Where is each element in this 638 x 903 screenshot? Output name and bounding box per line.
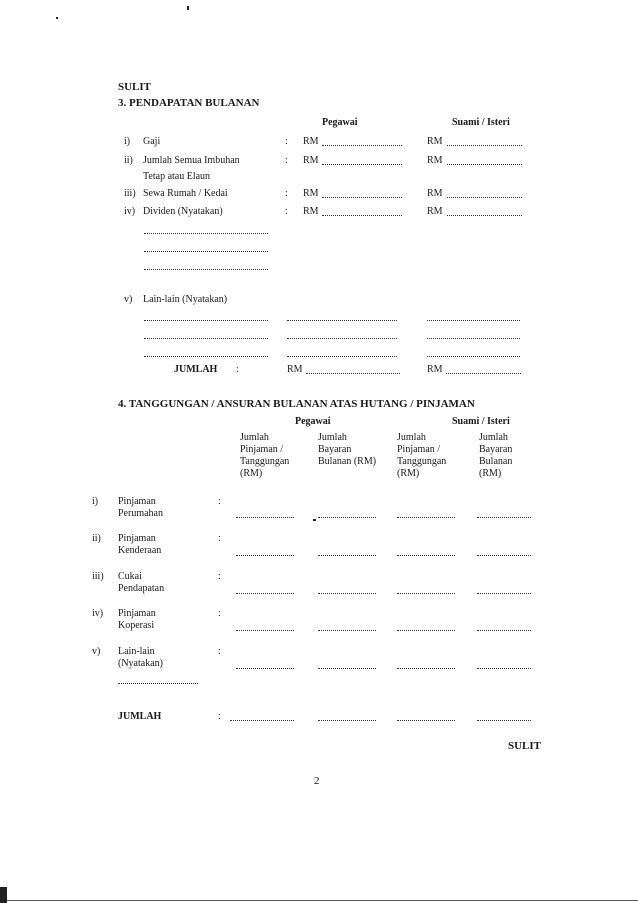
field-kenderaan-pegawai-pinjaman[interactable]	[236, 555, 294, 556]
row-label: Pinjaman	[118, 608, 156, 619]
row-colon: :	[285, 155, 288, 166]
dividen-specify-line-1[interactable]	[144, 233, 268, 234]
col-suami-isteri: Suami / Isteri	[452, 117, 510, 128]
scan-speck	[313, 519, 316, 521]
field-sewa-suami[interactable]	[447, 197, 522, 198]
subhead-line: Bayaran	[318, 444, 352, 455]
row-number: i)	[124, 136, 131, 147]
row-number: iii)	[124, 188, 136, 199]
row-label: Pinjaman	[118, 496, 156, 507]
scan-speck	[56, 17, 58, 19]
field-gaji-pegawai[interactable]	[322, 145, 402, 146]
field-lain-lain-pegawai-bayaran[interactable]	[318, 668, 376, 669]
row-colon: :	[218, 571, 221, 582]
field-koperasi-suami-bayaran[interactable]	[477, 630, 531, 631]
field-kenderaan-suami-bayaran[interactable]	[477, 555, 531, 556]
subhead-line: (RM)	[397, 468, 420, 479]
lain-lain-pegawai-line-2[interactable]	[287, 338, 397, 339]
row-label: Dividen (Nyatakan)	[143, 206, 223, 217]
field-perumahan-suami-pinjaman[interactable]	[397, 517, 455, 518]
field-perumahan-pegawai-pinjaman[interactable]	[236, 517, 294, 518]
lain-lain-pegawai-line-3[interactable]	[287, 356, 397, 357]
col-suami-isteri: Suami / Isteri	[452, 416, 510, 427]
subhead-line: Pinjaman /	[397, 444, 441, 455]
row-label-line2: Pendapatan	[118, 583, 165, 594]
scan-bottom-line	[7, 900, 638, 901]
total-label: JUMLAH	[174, 364, 218, 375]
total-rm-pegawai: RM	[287, 364, 303, 375]
lain-lain-suami-line-2[interactable]	[427, 338, 520, 339]
subhead-line: (RM)	[240, 468, 263, 479]
field-dividen-suami[interactable]	[447, 215, 522, 216]
subhead-line: Tanggungan	[240, 456, 290, 467]
lain-lain-specify-line-3[interactable]	[144, 356, 268, 357]
field-perumahan-suami-bayaran[interactable]	[477, 517, 531, 518]
rm-pegawai: RM	[303, 206, 319, 217]
row-colon: :	[285, 206, 288, 217]
scan-edge-mark	[0, 887, 7, 903]
row-number: iv)	[124, 206, 136, 217]
total-colon: :	[236, 364, 239, 375]
col-pegawai: Pegawai	[295, 416, 331, 427]
total-field-suami-pinjaman[interactable]	[397, 720, 455, 721]
field-cukai-pegawai-pinjaman[interactable]	[236, 593, 294, 594]
total-field-suami-bayaran[interactable]	[477, 720, 531, 721]
row-number: i)	[92, 496, 99, 507]
total-label: JUMLAH	[118, 711, 162, 722]
row-label: Pinjaman	[118, 533, 156, 544]
row-number: ii)	[124, 155, 133, 166]
field-imbuhan-pegawai[interactable]	[322, 164, 402, 165]
subhead-line: Jumlah	[397, 432, 426, 443]
total-field-pegawai[interactable]	[306, 373, 400, 374]
lain-lain-number: v)	[124, 294, 133, 305]
section-4-heading: 4. TANGGUNGAN / ANSURAN BULANAN ATAS HUTANG / PINJAMAN	[118, 398, 475, 410]
rm-suami: RM	[427, 206, 443, 217]
field-cukai-pegawai-bayaran[interactable]	[318, 593, 376, 594]
rm-suami: RM	[427, 136, 443, 147]
field-sewa-pegawai[interactable]	[322, 197, 402, 198]
field-imbuhan-suami[interactable]	[447, 164, 522, 165]
col-pegawai: Pegawai	[322, 117, 358, 128]
row-colon: :	[285, 136, 288, 147]
row-label-line2: Koperasi	[118, 620, 155, 631]
row-label: Gaji	[143, 136, 161, 147]
subhead-line: Bayaran	[479, 444, 513, 455]
page-number: 2	[314, 775, 320, 787]
row-number: iv)	[92, 608, 104, 619]
total-field-suami[interactable]	[446, 373, 521, 374]
subhead-line: Bulanan	[479, 456, 513, 467]
classification-top: SULIT	[118, 81, 152, 93]
field-cukai-suami-pinjaman[interactable]	[397, 593, 455, 594]
total-rm-suami: RM	[427, 364, 443, 375]
field-gaji-suami[interactable]	[447, 145, 522, 146]
row-label: Jumlah Semua Imbuhan	[143, 155, 240, 166]
rm-suami: RM	[427, 155, 443, 166]
field-koperasi-pegawai-bayaran[interactable]	[318, 630, 376, 631]
total-colon: :	[218, 711, 221, 722]
dividen-specify-line-2[interactable]	[144, 251, 268, 252]
field-lain-lain-suami-pinjaman[interactable]	[397, 668, 455, 669]
rm-suami: RM	[427, 188, 443, 199]
row-colon: :	[218, 646, 221, 657]
rm-pegawai: RM	[303, 136, 319, 147]
field-kenderaan-suami-pinjaman[interactable]	[397, 555, 455, 556]
subhead-line: Jumlah	[479, 432, 508, 443]
scan-speck	[187, 6, 189, 10]
row-label: Sewa Rumah / Kedai	[143, 188, 228, 199]
lain-lain-specify-line[interactable]	[118, 683, 198, 684]
lain-lain-specify-line-2[interactable]	[144, 338, 268, 339]
subhead-line: Tanggungan	[397, 456, 447, 467]
total-field-pegawai-pinjaman[interactable]	[230, 720, 294, 721]
field-koperasi-suami-pinjaman[interactable]	[397, 630, 455, 631]
subhead-line: (RM)	[479, 468, 502, 479]
field-lain-lain-suami-bayaran[interactable]	[477, 668, 531, 669]
field-koperasi-pegawai-pinjaman[interactable]	[236, 630, 294, 631]
row-number: iii)	[92, 571, 104, 582]
total-field-pegawai-bayaran[interactable]	[318, 720, 376, 721]
row-colon: :	[218, 496, 221, 507]
row-colon: :	[285, 188, 288, 199]
row-label-line2: Kenderaan	[118, 545, 162, 556]
row-colon: :	[218, 533, 221, 544]
rm-pegawai: RM	[303, 188, 319, 199]
subhead-line: Jumlah	[240, 432, 269, 443]
field-lain-lain-pegawai-pinjaman[interactable]	[236, 668, 294, 669]
row-number: v)	[92, 646, 101, 657]
row-number: ii)	[92, 533, 101, 544]
lain-lain-suami-line-3[interactable]	[427, 356, 520, 357]
row-label: Cukai	[118, 571, 142, 582]
field-cukai-suami-bayaran[interactable]	[477, 593, 531, 594]
row-label-line2: Tetap atau Elaun	[143, 171, 211, 182]
lain-lain-label: Lain-lain (Nyatakan)	[143, 294, 228, 305]
dividen-specify-line-3[interactable]	[144, 269, 268, 270]
subhead-line: Jumlah	[318, 432, 347, 443]
field-kenderaan-pegawai-bayaran[interactable]	[318, 555, 376, 556]
field-perumahan-pegawai-bayaran[interactable]	[318, 517, 376, 518]
section-3-heading: 3. PENDAPATAN BULANAN	[118, 97, 260, 109]
subhead-line: Pinjaman /	[240, 444, 284, 455]
lain-lain-specify-line-1[interactable]	[144, 320, 268, 321]
row-colon: :	[218, 608, 221, 619]
rm-pegawai: RM	[303, 155, 319, 166]
field-dividen-pegawai[interactable]	[322, 215, 402, 216]
row-label-line2: Perumahan	[118, 508, 163, 519]
lain-lain-pegawai-line-1[interactable]	[287, 320, 397, 321]
lain-lain-suami-line-1[interactable]	[427, 320, 520, 321]
classification-bottom: SULIT	[508, 740, 542, 752]
row-label-line2: (Nyatakan)	[118, 658, 163, 669]
row-label: Lain-lain	[118, 646, 155, 657]
subhead-line: Bulanan (RM)	[318, 456, 377, 467]
